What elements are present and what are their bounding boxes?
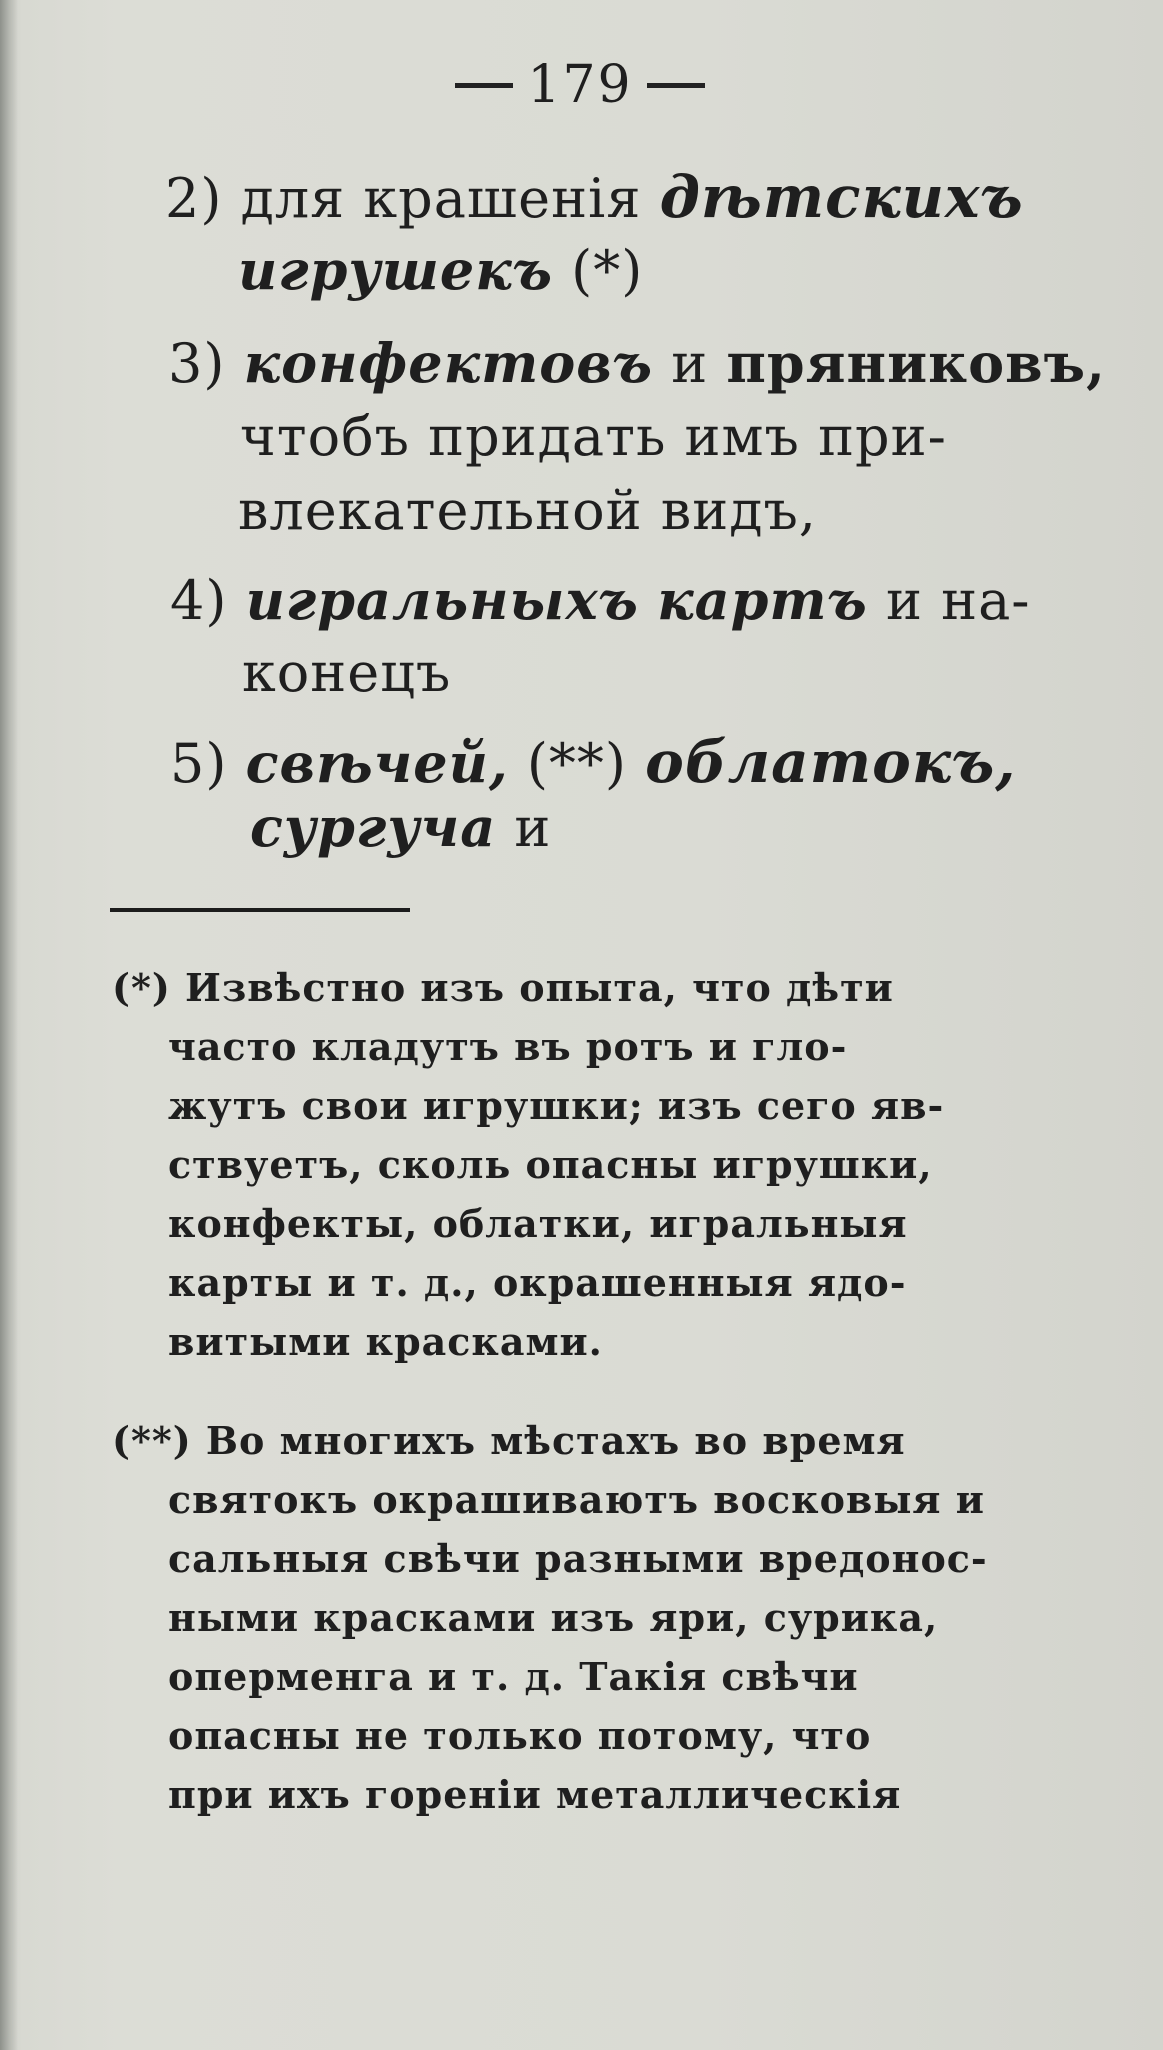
footnote-1-line-3: жутъ свои игрушки; изъ сего яв- <box>168 1083 945 1128</box>
item-2-footnote-ref: (*) <box>571 239 644 302</box>
footnote-1-line-1: (*) Извѣстно изъ опыта, что дѣти <box>112 965 894 1010</box>
item-4-text: и на- <box>885 569 1031 632</box>
item-3-line-2: чтобъ придать имъ при- <box>240 405 947 468</box>
item-2-line-2 <box>238 235 643 306</box>
footnote-2-line-7: при ихъ гореніи металлическія <box>168 1772 902 1817</box>
footnote-1-line-2: часто кладутъ въ ротъ и гло- <box>168 1024 848 1069</box>
footnote-2-line-3: сальныя свѣчи разными вредонос- <box>168 1536 988 1581</box>
item-2-line-2-italic: игрушекъ <box>238 238 553 302</box>
item-3-conj: и <box>671 332 709 395</box>
item-2-italic: дѣтскихъ <box>659 163 1024 231</box>
item-2-line-1 <box>165 162 1024 234</box>
item-4-line-2: конецъ <box>242 641 452 704</box>
dash-left <box>455 83 513 88</box>
footnote-1-line-4: ствуетъ, сколь опасны игрушки, <box>168 1142 933 1187</box>
item-2-marker: 2) <box>165 167 223 230</box>
footnote-2-line-6: опасны не только потому, что <box>168 1713 872 1758</box>
page-binding-edge <box>0 0 18 2050</box>
footnote-2-line-4: ными красками изъ яри, сурика, <box>168 1595 939 1640</box>
page-number: 179 <box>527 55 633 115</box>
item-3-line-3: влекательной видъ, <box>238 479 817 542</box>
item-3-italic-b: пряниковъ, <box>726 331 1106 395</box>
item-3-marker: 3) <box>168 332 226 395</box>
item-4-marker: 4) <box>170 569 228 632</box>
footnote-1-line-6: карты и т. д., окрашенныя ядо- <box>168 1260 907 1305</box>
item-4-italic-b: картъ <box>657 568 868 632</box>
footnote-1-line-7: витыми красками. <box>168 1319 603 1364</box>
item-3-italic-a: конфектовъ <box>243 331 654 395</box>
item-5-footnote-ref: (**) <box>526 732 627 795</box>
item-5-italic-a: свѣчей, <box>245 731 509 795</box>
item-4-italic-a: игральныхъ <box>245 568 639 632</box>
item-5-line-2-italic: сургуча <box>250 795 497 859</box>
dash-right <box>647 83 705 88</box>
item-4-line-1 <box>170 565 1031 636</box>
footnote-2-line-1: (**) Во многихъ мѣстахъ во время <box>112 1418 906 1463</box>
item-3-line-1 <box>168 328 1106 399</box>
item-5-line-1 <box>170 727 1016 799</box>
item-5-line-2 <box>250 792 551 863</box>
footnote-2-line-2: святокъ окрашиваютъ восковыя и <box>168 1477 985 1522</box>
footnote-2-line-5: оперменга и т. д. Такія свѣчи <box>168 1654 859 1699</box>
page-number-header <box>430 55 730 115</box>
footnote-separator-rule <box>110 908 410 912</box>
item-2-text: для крашенія <box>240 167 642 230</box>
item-5-line-2-text: и <box>514 796 552 859</box>
item-5-italic-b: облатокъ, <box>645 728 1017 796</box>
item-5-marker: 5) <box>170 732 228 795</box>
footnote-1-line-5: конфекты, облатки, игральныя <box>168 1201 908 1246</box>
